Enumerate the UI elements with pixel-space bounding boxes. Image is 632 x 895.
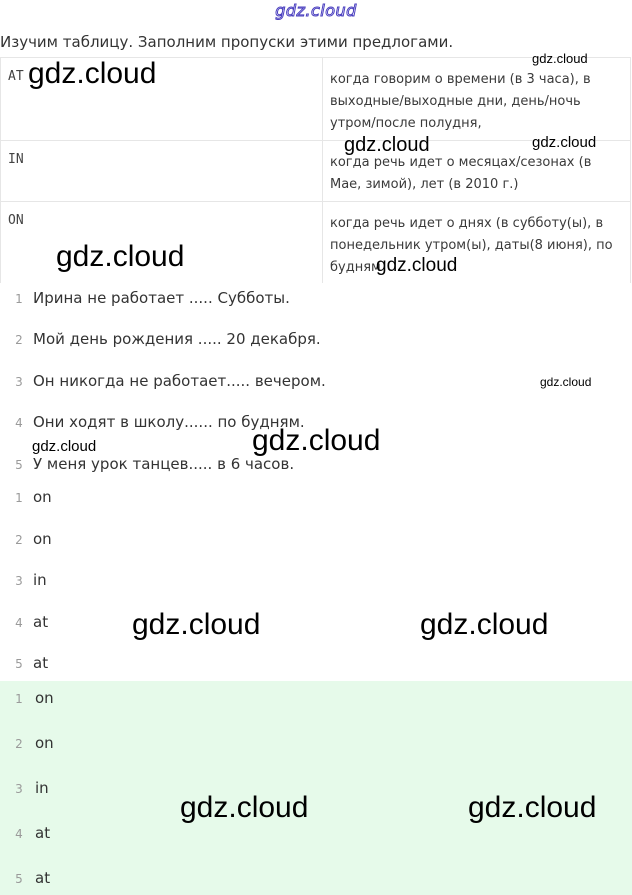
item-text: Он никогда не работает..... вечером. bbox=[33, 372, 326, 390]
watermark: gdz.cloud bbox=[28, 57, 157, 90]
preposition-cell: AT bbox=[1, 58, 323, 141]
item-text: in bbox=[33, 571, 47, 589]
watermark: gdz.cloud bbox=[420, 608, 549, 641]
intro-text: Изучим таблицу. Заполним пропуски этими предлогами. bbox=[0, 33, 454, 51]
item-text: Они ходят в школу...... по будням. bbox=[33, 413, 305, 431]
watermark: gdz.cloud bbox=[376, 255, 458, 276]
watermark: gdz.cloud bbox=[468, 791, 597, 824]
watermark: gdz.cloud bbox=[344, 134, 430, 156]
item-number: 4 bbox=[15, 827, 23, 841]
item-number: 3 bbox=[15, 574, 23, 588]
item-text: at bbox=[35, 869, 51, 887]
watermark: gdz.cloud bbox=[540, 375, 592, 389]
item-text: on bbox=[33, 488, 52, 506]
item-text: at bbox=[33, 654, 49, 672]
item-number: 3 bbox=[15, 782, 23, 796]
item-text: Ирина не работает ..... Субботы. bbox=[33, 289, 290, 307]
item-text: in bbox=[35, 779, 49, 797]
item-text: У меня урок танцев..... в 6 часов. bbox=[33, 455, 295, 473]
site-logo[interactable]: gdz.cloud bbox=[275, 1, 357, 20]
item-number: 5 bbox=[15, 657, 23, 671]
item-number: 3 bbox=[15, 375, 23, 389]
item-text: on bbox=[33, 530, 52, 548]
item-text: at bbox=[33, 613, 49, 631]
preposition-cell: IN bbox=[1, 141, 323, 202]
item-text: on bbox=[35, 689, 54, 707]
item-number: 2 bbox=[15, 533, 23, 547]
usage-cell: когда речь идет о месяцах/сезонах (в Мае, зимой), лет (в 2010 г.) bbox=[323, 141, 631, 202]
watermark: gdz.cloud bbox=[132, 608, 261, 641]
item-number: 4 bbox=[15, 416, 23, 430]
watermark: gdz.cloud bbox=[56, 240, 185, 273]
watermark: gdz.cloud bbox=[532, 134, 597, 151]
answer-panel bbox=[0, 681, 632, 895]
item-text: Мой день рождения ..... 20 декабря. bbox=[33, 330, 321, 348]
item-text: on bbox=[35, 734, 54, 752]
item-text: at bbox=[35, 824, 51, 842]
item-number: 2 bbox=[15, 333, 23, 347]
watermark: gdz.cloud bbox=[32, 438, 97, 455]
item-number: 5 bbox=[15, 872, 23, 886]
item-number: 1 bbox=[15, 292, 23, 306]
watermark: gdz.cloud bbox=[252, 424, 381, 457]
usage-cell: когда речь идет о днях (в субботу(ы), в понедельник утром(ы), даты(8 июня), по будням bbox=[323, 202, 631, 284]
item-number: 2 bbox=[15, 737, 23, 751]
preposition-cell: ON bbox=[1, 202, 323, 284]
item-number: 5 bbox=[15, 458, 23, 472]
item-number: 1 bbox=[15, 491, 23, 505]
usage-cell: когда говорим о времени (в 3 часа), в выходные/выходные дни, день/ночь утром/после полудня, bbox=[323, 58, 631, 141]
watermark: gdz.cloud bbox=[180, 791, 309, 824]
item-number: 1 bbox=[15, 692, 23, 706]
item-number: 4 bbox=[15, 616, 23, 630]
watermark: gdz.cloud bbox=[532, 51, 588, 66]
